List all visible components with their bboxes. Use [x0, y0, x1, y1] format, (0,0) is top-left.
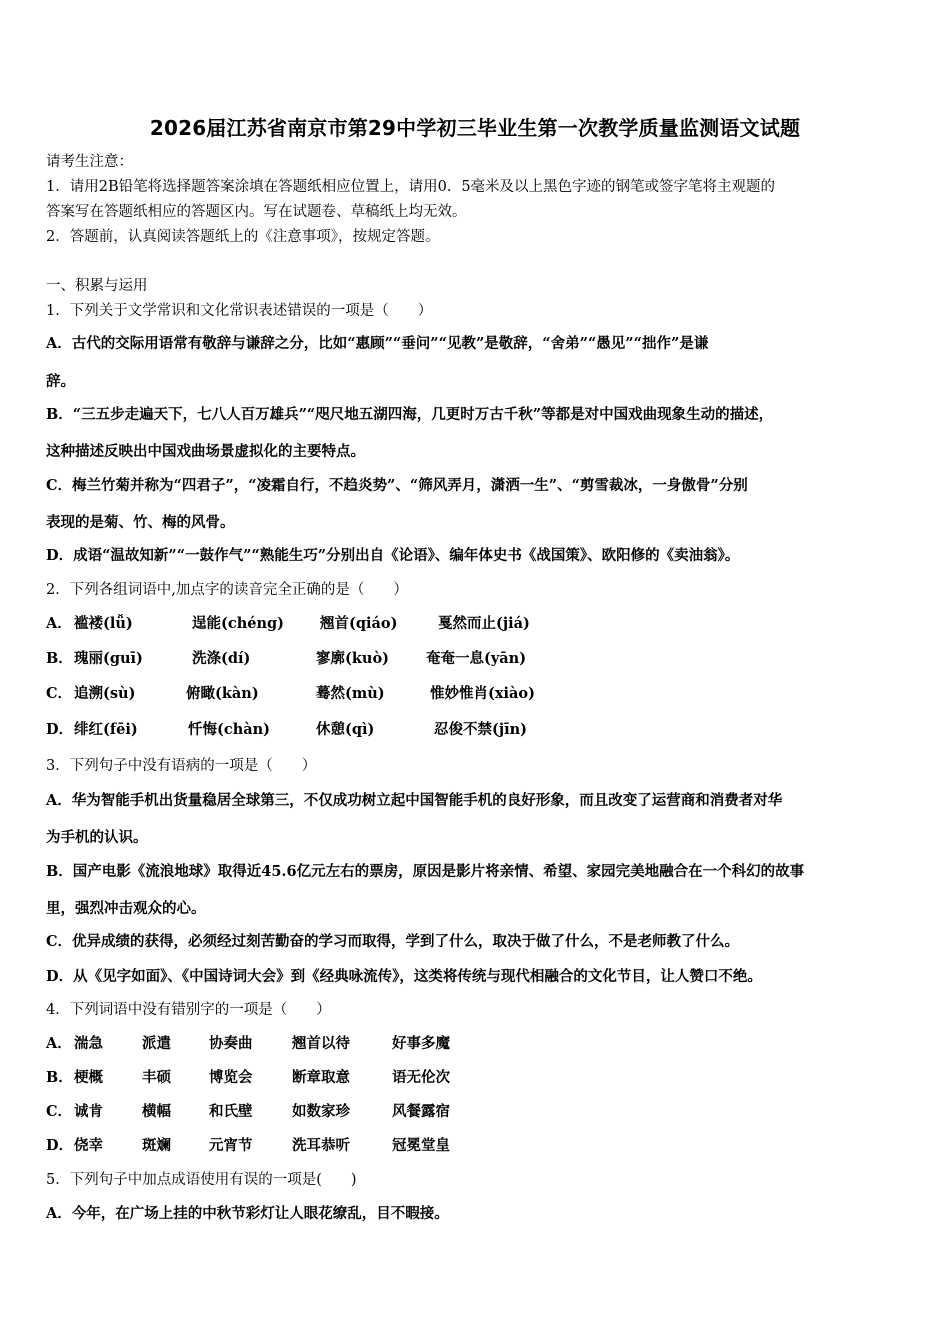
q4-stem: 4．下列词语中没有错别字的一项是（ ） [46, 1002, 331, 1018]
q1-option-a: A．古代的交际用语常有敬辞与谦辞之分，比如“惠顾”“垂问”“见教”是敬辞，“舍弟”“愚见”“拙作”是谦 [46, 335, 709, 352]
word: 休憩(qì) [316, 721, 375, 738]
word: 忏悔(chàn) [188, 721, 271, 738]
option-label: A． [46, 1035, 72, 1052]
word: 惟妙惟肖(xiào) [430, 685, 535, 702]
q3-option-b: B．国产电影《流浪地球》取得近45.6亿元左右的票房，原因是影片将亲情、希望、家园完美地融合在一个科幻的故事 [46, 863, 805, 880]
q1-option-a-cont: 辞。 [46, 373, 75, 390]
word: 诚肯 [74, 1103, 103, 1120]
option-label: D． [46, 1137, 74, 1154]
q1-option-c-cont: 表现的是菊、竹、梅的风骨。 [46, 514, 235, 531]
word: 派遣 [142, 1035, 171, 1052]
q3-option-b-cont: 里，强烈冲击观众的心。 [46, 900, 206, 917]
notice-item-2: 2．答题前，认真阅读答题纸上的《注意事项》，按规定答题。 [46, 229, 440, 245]
word: 如数家珍 [292, 1103, 350, 1120]
word: 冠冕堂皇 [392, 1137, 450, 1154]
word: 斑斓 [142, 1137, 171, 1154]
word: 奄奄一息(yān) [426, 650, 527, 667]
word: 忍俊不禁(jīn) [434, 721, 528, 738]
q2-stem: 2．下列各组词语中,加点字的读音完全正确的是（ ） [46, 582, 408, 598]
section-heading: 一、积累与运用 [46, 278, 148, 294]
word: 褴褛(lǚ) [74, 615, 133, 632]
option-label: D． [46, 721, 74, 738]
word: 侥幸 [74, 1137, 103, 1154]
word: 蓦然(mù) [316, 685, 385, 702]
word: 瑰丽(guī) [74, 650, 143, 667]
word: 翘首以待 [292, 1035, 350, 1052]
word: 好事多魔 [392, 1035, 450, 1052]
notice-item-1: 1．请用2B铅笔将选择题答案涂填在答题纸相应位置上，请用0．5毫米及以上黑色字迹的钢笔或签字笔将主观题的 [46, 179, 776, 195]
q3-option-a: A．华为智能手机出货量稳居全球第三，不仅成功树立起中国智能手机的良好形象，而且改变了运营商和消费者对华 [46, 792, 783, 809]
word: 俯瞰(kàn) [186, 685, 259, 702]
word: 博览会 [209, 1069, 253, 1086]
word: 梗概 [74, 1069, 103, 1086]
q1-option-b: B．“三五步走遍天下，七八人百万雄兵”“咫尺地五湖四海，几更时万古千秋”等都是对中国戏曲现象生动的描述， [46, 406, 774, 423]
word: 断章取意 [292, 1069, 350, 1086]
word: 追溯(sù) [74, 685, 136, 702]
word: 语无伦次 [392, 1069, 450, 1086]
option-label: B． [46, 1069, 73, 1086]
word: 元宵节 [209, 1137, 253, 1154]
option-label: A． [46, 615, 72, 632]
notice-heading: 请考生注意： [46, 154, 133, 170]
word: 和氏壁 [209, 1103, 253, 1120]
page-title: 2026届江苏省南京市第29中学初三毕业生第一次教学质量监测语文试题 [149, 116, 801, 140]
q1-option-c: C．梅兰竹菊并称为“四君子”，“凌霜自行，不趋炎势”、“筛风弄月，潇洒一生”、“剪雪裁冰，一身傲骨”分别 [46, 477, 748, 494]
option-label: C． [46, 685, 73, 702]
q3-option-c: C．优异成绩的获得，必须经过刻苦勤奋的学习而取得，学到了什么，取决于做了什么，不是老师教了什么。 [46, 933, 740, 950]
word: 横幅 [142, 1103, 171, 1120]
word: 协奏曲 [209, 1035, 253, 1052]
option-label: B． [46, 650, 73, 667]
q1-option-b-cont: 这种描述反映出中国戏曲场景虚拟化的主要特点。 [46, 443, 365, 460]
q3-option-a-cont: 为手机的认识。 [46, 829, 148, 846]
q1-stem: 1．下列关于文学常识和文化常识表述错误的一项是（ ） [46, 303, 433, 319]
q3-stem: 3．下列句子中没有语病的一项是（ ） [46, 758, 317, 774]
notice-item-1-cont: 答案写在答题纸相应的答题区内。写在试题卷、草稿纸上均无效。 [46, 204, 467, 220]
word: 戛然而止(jiá) [438, 615, 530, 632]
word: 风餐露宿 [392, 1103, 450, 1120]
word: 丰硕 [142, 1069, 171, 1086]
word: 洗耳恭听 [292, 1137, 350, 1154]
word: 湍急 [74, 1035, 103, 1052]
word: 洗涤(dí) [192, 650, 251, 667]
word: 翘首(qiáo) [320, 615, 398, 632]
word: 绯红(fēi) [74, 721, 138, 738]
word: 逞能(chéng) [192, 615, 284, 632]
q5-option-a: A．今年，在广场上挂的中秋节彩灯让人眼花缭乱，目不暇接。 [46, 1205, 449, 1222]
q3-option-d: D．从《见字如面》、《中国诗词大会》到《经典咏流传》，这类将传统与现代相融合的文化节目，让人赞口不绝。 [46, 968, 762, 985]
option-label: C． [46, 1103, 73, 1120]
q1-option-d: D．成语“温故知新”“一鼓作气”“熟能生巧”分别出自《论语》、编年体史书《战国策》、欧阳修的《卖油翁》。 [46, 547, 740, 564]
q5-stem: 5．下列句子中加点成语使用有误的一项是( ) [46, 1172, 357, 1188]
word: 寥廓(kuò) [316, 650, 389, 667]
